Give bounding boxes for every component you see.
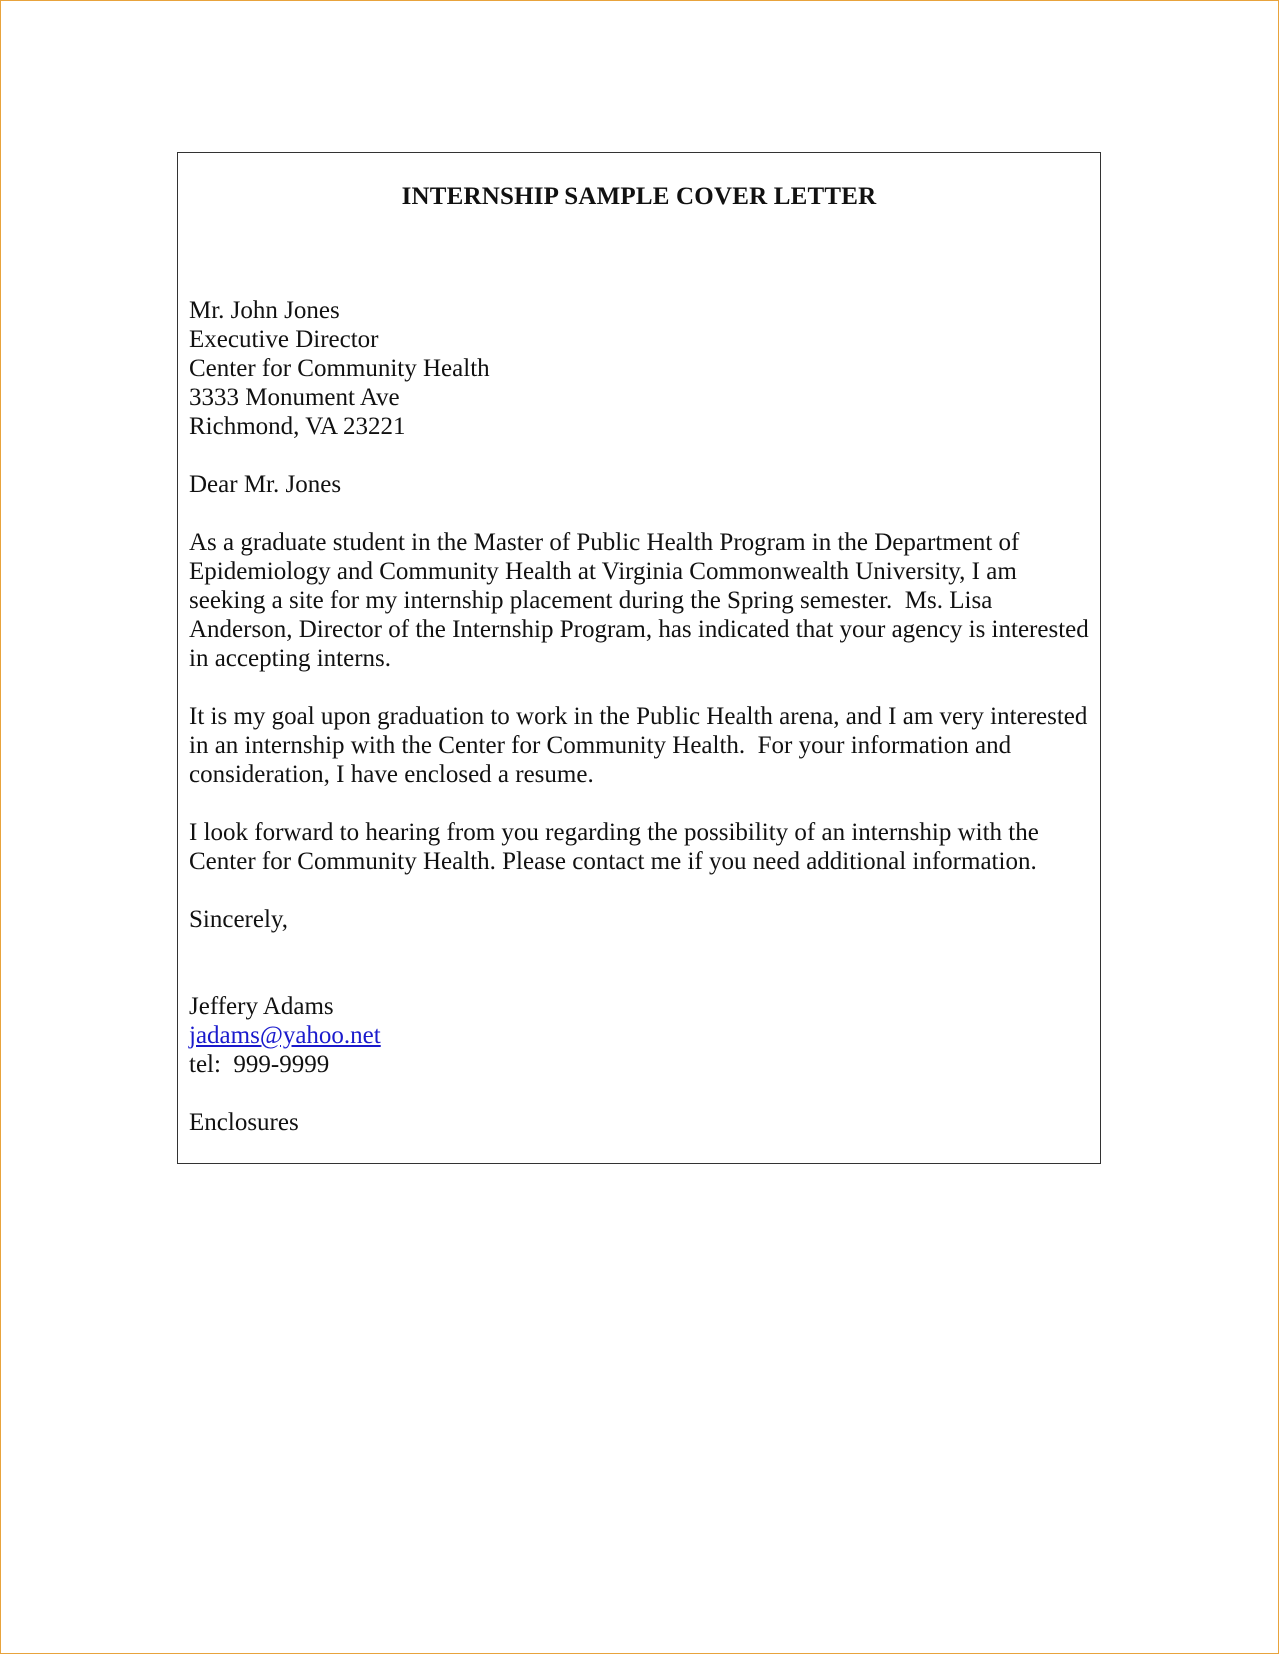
sender-name: Jeffery Adams [189,993,334,1020]
sender-phone: tel: 999-9999 [189,1051,330,1078]
paragraph-line: Center for Community Health. Please contact me if you need additional information. [189,848,1037,875]
recipient-position: Executive Director [189,326,379,353]
cover-letter [177,152,1101,1164]
paragraph-line: Anderson, Director of the Internship Program, has indicated that your agency is interested [189,616,1089,643]
paragraph-line: in accepting interns. [189,645,392,672]
paragraph-line: in an internship with the Center for Community Health. For your information and [189,732,1012,759]
recipient-name: Mr. John Jones [189,297,340,324]
sender-email-link[interactable]: jadams@yahoo.net [189,1022,381,1049]
recipient-organization: Center for Community Health [189,355,490,382]
paragraph-3 [189,818,1089,876]
recipient-address [189,296,1089,441]
paragraph-line: seeking a site for my internship placement during the Spring semester. Ms. Lisa [189,587,993,614]
salutation: Dear Mr. Jones [189,471,342,498]
paragraph-line: I look forward to hearing from you regarding the possibility of an internship with the [189,819,1039,846]
paragraph-2 [189,702,1089,789]
enclosures-note: Enclosures [189,1109,299,1136]
signature-block [189,992,1089,1079]
paragraph-line: Epidemiology and Community Health at Virginia Commonwealth University, I am [189,558,1017,585]
paragraph-line: As a graduate student in the Master of Public Health Program in the Department of [189,529,1020,556]
letter-content [189,296,1089,1137]
closing: Sincerely, [189,906,289,933]
recipient-street: 3333 Monument Ave [189,384,400,411]
letter-title: INTERNSHIP SAMPLE COVER LETTER [401,183,877,210]
paragraph-line: It is my goal upon graduation to work in the Public Health arena, and I am very interested [189,703,1088,730]
paragraph-line: consideration, I have enclosed a resume. [189,761,594,788]
paragraph-1 [189,528,1089,673]
recipient-city-state-zip: Richmond, VA 23221 [189,413,406,440]
